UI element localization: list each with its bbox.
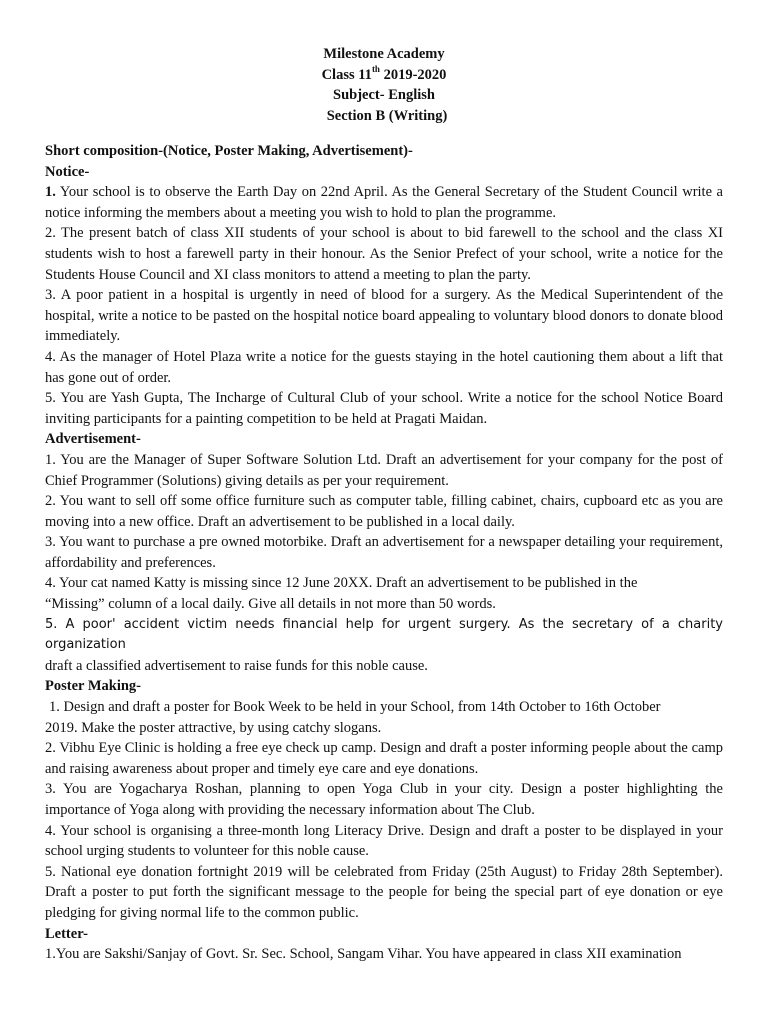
class-year: 2019-2020 — [379, 66, 447, 83]
section-line: Section B (Writing) — [326, 107, 448, 124]
document-body — [45, 141, 723, 965]
document-header — [0, 44, 768, 126]
class-superscript: th — [371, 63, 380, 74]
advertisement-question-2: 2. You want to sell off some office furniture such as computer table, filling cabinet, chairs, cupboard etc as you are moving into a new office. Draft an advertisement to be published in a local daily. — [45, 493, 723, 530]
advertisement-question-4-line-1: 4. Your cat named Katty is missing since 12 June 20XX. Draft an advertisement to be published in the — [45, 575, 638, 592]
class-prefix: Class 11 — [321, 66, 372, 83]
subject-line: Subject- English — [333, 87, 435, 104]
intro-heading: Short composition-(Notice, Poster Making, Advertisement)- — [45, 143, 413, 159]
school-name: Milestone Academy — [323, 46, 445, 62]
advertisement-question-4-line-2-text: “Missing” column of a local daily. Give all details in not more than 50 words. — [45, 596, 496, 613]
advertisement-question-5-line-1: 5. A poor' accident victim needs financial help for urgent surgery. As the secretary of a charity organization — [45, 616, 723, 653]
poster-question-4: 4. Your school is organising a three-month long Literacy Drive. Design and draft a poster to be displayed in your school urging students to volunteer for this noble cause. — [45, 822, 723, 860]
notice-question-1-text: Your school is to observe the Earth Day on 22nd April. As the General Secretary of the Student Council write a notice informing the members about a meeting you wish to hold to plan the programme. — [45, 184, 723, 221]
class-line — [0, 65, 768, 86]
poster-heading: Poster Making- — [45, 678, 141, 695]
notice-question-4: 4. As the manager of Hotel Plaza write a notice for the guests staying in the hotel cautioning them about a lift that has gone out of order. — [45, 348, 723, 386]
notice-question-1 — [45, 182, 723, 223]
notice-question-3: 3. A poor patient in a hospital is urgently in need of blood for a surgery. As the Medical Superintendent of the hospital, write a notice to be pasted on the hospital notice board appealing to voluntary blood donors to donate blood immediately. — [45, 287, 723, 345]
poster-question-2: 2. Vibhu Eye Clinic is holding a free eye check up camp. Design and draft a poster informing people about the camp and raising awareness about proper and timely eye care and eye donations. — [45, 740, 723, 777]
poster-question-1-line-2: 2019. Make the poster attractive, by using catchy slogans. — [45, 719, 382, 736]
letter-question-1: 1.You are Sakshi/Sanjay of Govt. Sr. Sec. School, Sangam Vihar. You have appeared in class XII examination — [45, 946, 682, 963]
poster-question-5: 5. National eye donation fortnight 2019 will be celebrated from Friday (25th August) to Friday 28th September). Draft a poster to put forth the significant message to the people for being the special part of eye donation or eye pledging for giving normal life to the common public. — [45, 863, 723, 921]
advertisement-question-5-line-2: draft a classified advertisement to raise funds for this noble cause. — [45, 657, 428, 674]
poster-question-1-line-1: 1. Design and draft a poster for Book Week to be held in your School, from 14th October to 16th October — [49, 699, 661, 716]
notice-question-2: 2. The present batch of class XII students of your school is about to bid farewell to the school and the class XI students wish to host a farewell party in their honour. As the Senior Prefect of your school, write a notice for the Students House Council and XI class monitors to attend a meeting to plan the party. — [45, 225, 723, 283]
advertisement-question-4-line-2 — [45, 594, 723, 615]
notice-heading: Notice- — [45, 163, 90, 180]
letter-heading: Letter- — [45, 925, 88, 942]
notice-question-1-number: 1. — [45, 184, 56, 201]
advertisement-question-3: 3. You want to purchase a pre owned motorbike. Draft an advertisement for a newspaper detailing your requirement, affordability and preferences. — [45, 534, 723, 571]
advertisement-question-1: 1. You are the Manager of Super Software Solution Ltd. Draft an advertisement for your company for the post of Chief Programmer (Solutions) giving details as per your requirement. — [45, 451, 723, 489]
notice-question-5: 5. You are Yash Gupta, The Incharge of Cultural Club of your school. Write a notice for the school Notice Board inviting participants for a painting competition to be held at Pragati Maidan. — [45, 390, 723, 427]
advertisement-heading: Advertisement- — [45, 431, 141, 448]
poster-question-3: 3. You are Yogacharya Roshan, planning to open Yoga Club in your city. Design a poster highlighting the importance of Yoga along with providing the necessary information about The Club. — [45, 781, 723, 818]
